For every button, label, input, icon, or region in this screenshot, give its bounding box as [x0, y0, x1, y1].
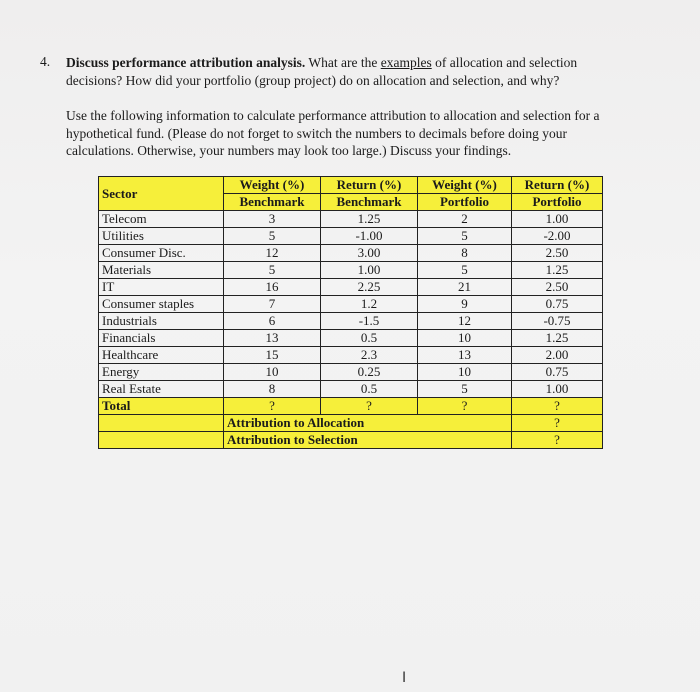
bench-return-cell: -1.00 — [321, 228, 418, 245]
sector-cell: IT — [99, 279, 224, 296]
table-row — [99, 364, 603, 381]
table-row — [99, 211, 603, 228]
bench-return-cell: 2.25 — [321, 279, 418, 296]
bench-return-cell: -1.5 — [321, 313, 418, 330]
sector-cell: Industrials — [99, 313, 224, 330]
bench-return-cell: 1.2 — [321, 296, 418, 313]
total-label: Total — [99, 398, 224, 415]
text-cursor-icon: I — [402, 670, 407, 686]
table-row — [99, 228, 603, 245]
port-weight-cell: 2 — [418, 211, 512, 228]
allocation-value: ? — [512, 415, 603, 432]
sector-cell: Real Estate — [99, 381, 224, 398]
port-return-cell: 1.25 — [512, 330, 603, 347]
bench-return-cell: 0.25 — [321, 364, 418, 381]
question-text-part2: of allocation and selection decisions? How did your portfolio (group project) do on allocation and selection, and why? — [66, 55, 578, 88]
examples-link[interactable]: examples — [380, 55, 432, 70]
port-return-cell: 0.75 — [512, 364, 603, 381]
port-weight-cell: 8 — [418, 245, 512, 262]
selection-row — [99, 432, 603, 449]
port-weight-cell: 13 — [418, 347, 512, 364]
port-return-cell: 1.25 — [512, 262, 603, 279]
bench-weight-cell: 16 — [224, 279, 321, 296]
total-port-weight: ? — [418, 398, 512, 415]
bench-weight-cell: 10 — [224, 364, 321, 381]
bench-weight-cell: 13 — [224, 330, 321, 347]
port-weight-cell: 10 — [418, 364, 512, 381]
bench-return-cell: 1.25 — [321, 211, 418, 228]
header-port-weight-2: Portfolio — [418, 194, 512, 211]
bench-return-cell: 1.00 — [321, 262, 418, 279]
table-row — [99, 245, 603, 262]
header-bench-return-1: Return (%) — [321, 177, 418, 194]
bench-return-cell: 0.5 — [321, 330, 418, 347]
port-weight-cell: 10 — [418, 330, 512, 347]
total-row — [99, 398, 603, 415]
port-return-cell: 1.00 — [512, 381, 603, 398]
bench-weight-cell: 6 — [224, 313, 321, 330]
bench-return-cell: 0.5 — [321, 381, 418, 398]
sector-cell: Materials — [99, 262, 224, 279]
question-text — [66, 54, 631, 89]
bench-weight-cell: 5 — [224, 262, 321, 279]
question-number: 4. — [40, 54, 51, 69]
sector-cell: Telecom — [99, 211, 224, 228]
port-return-cell: 2.50 — [512, 279, 603, 296]
bench-return-cell: 3.00 — [321, 245, 418, 262]
sector-cell: Healthcare — [99, 347, 224, 364]
attribution-table — [98, 176, 603, 449]
bench-weight-cell: 5 — [224, 228, 321, 245]
header-bench-weight-1: Weight (%) — [224, 177, 321, 194]
header-bench-return-2: Benchmark — [321, 194, 418, 211]
bench-weight-cell: 3 — [224, 211, 321, 228]
selection-value: ? — [512, 432, 603, 449]
total-bench-weight: ? — [224, 398, 321, 415]
header-port-weight-1: Weight (%) — [418, 177, 512, 194]
header-bench-weight-2: Benchmark — [224, 194, 321, 211]
header-row-1 — [99, 177, 603, 194]
header-port-return-1: Return (%) — [512, 177, 603, 194]
port-return-cell: 2.00 — [512, 347, 603, 364]
port-weight-cell: 12 — [418, 313, 512, 330]
table-row — [99, 330, 603, 347]
port-weight-cell: 9 — [418, 296, 512, 313]
port-weight-cell: 5 — [418, 228, 512, 245]
selection-spacer — [99, 432, 224, 449]
port-return-cell: 1.00 — [512, 211, 603, 228]
bench-weight-cell: 8 — [224, 381, 321, 398]
instructions-paragraph: Use the following information to calculate performance attribution to allocation and selection for a hypothetical fund. (Please do not forget to switch the numbers to decimals before doing your calculations. Otherwise, your numbers may look too large.) Discuss your findings. — [66, 108, 600, 158]
table-row — [99, 313, 603, 330]
table-row — [99, 279, 603, 296]
port-weight-cell: 5 — [418, 381, 512, 398]
bench-weight-cell: 7 — [224, 296, 321, 313]
sector-cell: Consumer Disc. — [99, 245, 224, 262]
question-title: Discuss performance attribution analysis. — [66, 55, 306, 70]
bench-weight-cell: 15 — [224, 347, 321, 364]
total-bench-return: ? — [321, 398, 418, 415]
sector-cell: Financials — [99, 330, 224, 347]
header-sector: Sector — [99, 177, 224, 211]
selection-label: Attribution to Selection — [224, 432, 512, 449]
question-text-part1: What are the — [305, 55, 381, 70]
table-row — [99, 381, 603, 398]
bench-return-cell: 2.3 — [321, 347, 418, 364]
port-return-cell: -0.75 — [512, 313, 603, 330]
table-row — [99, 296, 603, 313]
port-weight-cell: 21 — [418, 279, 512, 296]
sector-cell: Utilities — [99, 228, 224, 245]
allocation-row — [99, 415, 603, 432]
header-port-return-2: Portfolio — [512, 194, 603, 211]
allocation-label: Attribution to Allocation — [224, 415, 512, 432]
sector-cell: Energy — [99, 364, 224, 381]
port-return-cell: -2.00 — [512, 228, 603, 245]
table-row — [99, 262, 603, 279]
sector-cell: Consumer staples — [99, 296, 224, 313]
bench-weight-cell: 12 — [224, 245, 321, 262]
table-row — [99, 347, 603, 364]
port-return-cell: 2.50 — [512, 245, 603, 262]
port-weight-cell: 5 — [418, 262, 512, 279]
total-port-return: ? — [512, 398, 603, 415]
port-return-cell: 0.75 — [512, 296, 603, 313]
allocation-spacer — [99, 415, 224, 432]
